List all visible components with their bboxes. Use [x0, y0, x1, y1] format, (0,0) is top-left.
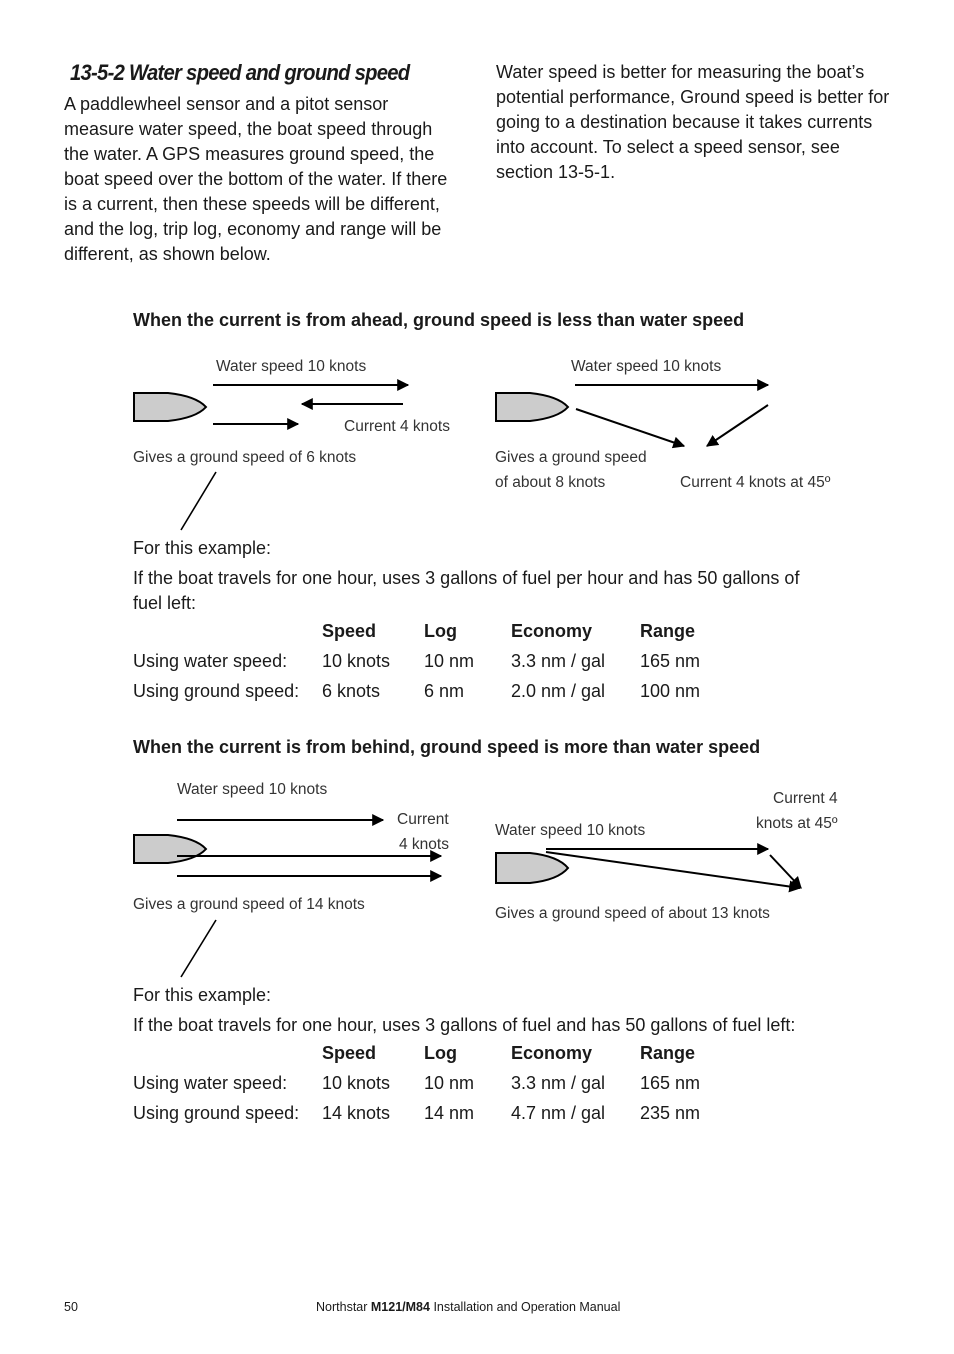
example-intro: For this example: — [133, 985, 272, 1005]
cell-speed: 10 knots — [322, 651, 391, 671]
cell-range: 165 nm — [640, 651, 701, 671]
label-current-angle: Current 4 knots at 45º — [680, 474, 831, 491]
row-label: Using ground speed: — [133, 681, 300, 701]
subheading-ahead: When the current is from ahead, ground speed is less than water speed — [133, 310, 745, 330]
row-label: Using water speed: — [133, 1073, 288, 1093]
boat-icon — [134, 835, 206, 863]
current-arrow — [770, 855, 801, 888]
boat-icon — [134, 393, 206, 421]
example-description: If the boat travels for one hour, uses 3 gallons of fuel and has 50 gallons of fuel left: — [133, 1015, 796, 1035]
col-range: Range — [640, 621, 696, 641]
label-current-line1: Current 4 — [773, 790, 838, 807]
row-label: Using water speed: — [133, 651, 288, 671]
label-ground-speed: Gives a ground speed of 14 knots — [133, 896, 365, 913]
cell-speed: 14 knots — [322, 1103, 391, 1123]
col-log: Log — [424, 621, 457, 641]
footer-title — [316, 1300, 620, 1314]
example-description: If the boat travels for one hour, uses 3 gallons of fuel per hour and has 50 gallons of fuel left: — [133, 568, 800, 613]
current-arrow — [707, 405, 768, 446]
cell-speed: 10 knots — [322, 1073, 391, 1093]
cell-economy: 4.7 nm / gal — [511, 1103, 606, 1123]
section-title: 13-5-2 Water speed and ground speed — [70, 60, 410, 85]
label-water-speed: Water speed 10 knots — [571, 358, 722, 375]
col-speed: Speed — [322, 621, 377, 641]
boat-icon — [496, 853, 568, 883]
cell-economy: 3.3 nm / gal — [511, 651, 606, 671]
label-current-line2: 4 knots — [399, 836, 449, 853]
intro-text-left: A paddlewheel sensor and a pitot sensor measure water speed, the boat speed through the water. A GPS measures ground speed, the boat speed over the bottom of the water. If there is a current, then these speeds will be different, and the log, trip log, economy and range will be different, as shown below. — [64, 94, 448, 264]
col-log: Log — [424, 1043, 457, 1063]
cell-range: 100 nm — [640, 681, 701, 701]
cell-range: 235 nm — [640, 1103, 701, 1123]
footer-model: M121/M84 — [370, 1300, 430, 1314]
label-water-speed: Water speed 10 knots — [177, 781, 328, 798]
cell-log: 10 nm — [424, 651, 475, 671]
cell-economy: 3.3 nm / gal — [511, 1073, 606, 1093]
subheading-behind: When the current is from behind, ground speed is more than water speed — [133, 737, 761, 757]
ground-speed-arrow — [546, 852, 800, 888]
ground-speed-arrow — [576, 409, 684, 446]
label-current-line1: Current — [397, 811, 449, 828]
boat-icon — [496, 393, 568, 421]
leader-line — [181, 472, 216, 530]
col-economy: Economy — [511, 1043, 593, 1063]
footer-brand: Northstar — [316, 1300, 368, 1314]
cell-log: 14 nm — [424, 1103, 475, 1123]
example-intro: For this example: — [133, 538, 272, 558]
page-number: 50 — [64, 1300, 78, 1314]
cell-range: 165 nm — [640, 1073, 701, 1093]
label-current-line2: knots at 45º — [756, 815, 838, 832]
label-water-speed: Water speed 10 knots — [495, 822, 646, 839]
cell-log: 6 nm — [424, 681, 465, 701]
row-label: Using ground speed: — [133, 1103, 300, 1123]
label-ground-speed: Gives a ground speed of about 13 knots — [495, 905, 770, 922]
leader-line — [181, 920, 216, 977]
cell-speed: 6 knots — [322, 681, 381, 701]
label-ground-speed-line1: Gives a ground speed — [495, 449, 647, 466]
col-economy: Economy — [511, 621, 593, 641]
label-ground-speed: Gives a ground speed of 6 knots — [133, 449, 357, 466]
cell-log: 10 nm — [424, 1073, 475, 1093]
cell-economy: 2.0 nm / gal — [511, 681, 606, 701]
label-water-speed: Water speed 10 knots — [216, 358, 367, 375]
col-speed: Speed — [322, 1043, 377, 1063]
intro-text-right: Water speed is better for measuring the boat’s potential performance, Ground speed is better for going to a destination because it takes currents into account. To select a speed sensor, see section 13-5-1. — [496, 62, 890, 182]
footer-manual-title: Installation and Operation Manual — [433, 1300, 621, 1314]
col-range: Range — [640, 1043, 696, 1063]
label-ground-speed-line2: of about 8 knots — [495, 474, 606, 491]
label-current: Current 4 knots — [344, 418, 450, 435]
